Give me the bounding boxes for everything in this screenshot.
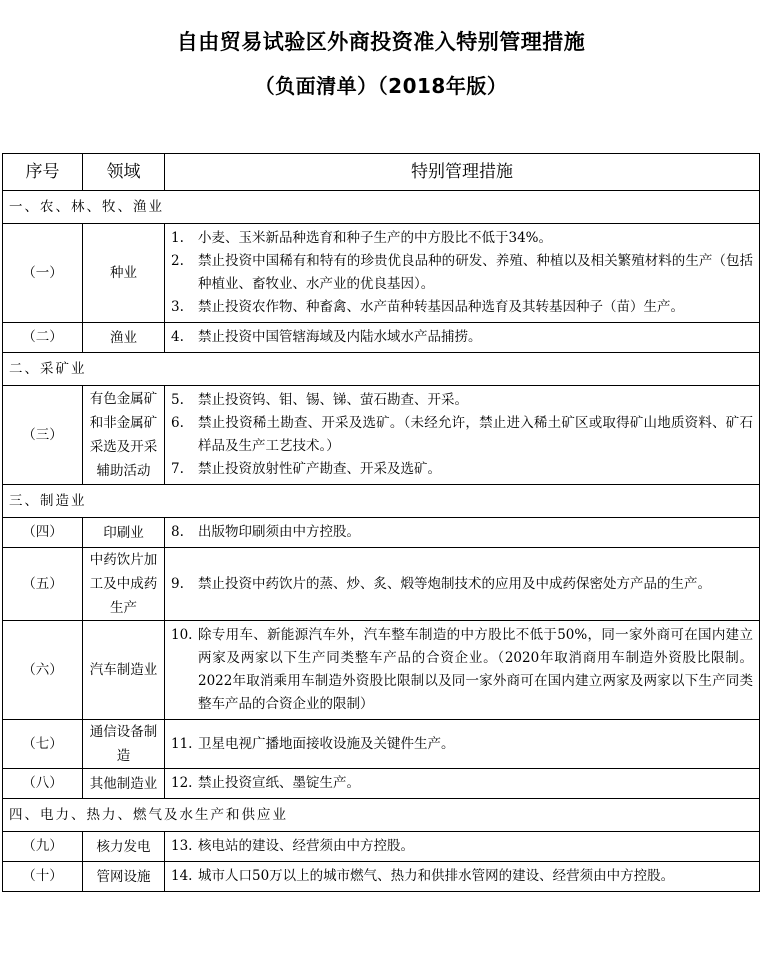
measure-number: 2.: [171, 253, 184, 269]
section-row: [3, 191, 760, 224]
measure-number: 1.: [171, 230, 184, 246]
row-number: （十）: [3, 862, 83, 892]
row-domain: 其他制造业: [83, 769, 165, 799]
row-measures: [165, 386, 760, 485]
measures-table: [2, 153, 760, 892]
table-row: [3, 832, 760, 862]
measure-item: [171, 624, 753, 716]
measure-text: 禁止投资放射性矿产勘查、开采及选矿。: [198, 461, 441, 477]
measure-text: 禁止投资稀土勘查、开采及选矿。（未经允许，禁止进入稀土矿区或取得矿山地质资料、矿石样品及生产工艺技术。）: [198, 415, 753, 454]
row-measures: [165, 862, 760, 892]
table-row: [3, 518, 760, 548]
measure-item: [171, 326, 753, 349]
section-heading: 一、农、林、牧、渔业: [3, 191, 760, 224]
measure-text: 核电站的建设、经营须由中方控股。: [198, 838, 414, 854]
section-heading: 四、电力、热力、燃气及水生产和供应业: [3, 799, 760, 832]
measure-number: 7.: [171, 461, 184, 477]
row-measures: [165, 224, 760, 323]
measure-text: 出版物印刷须由中方控股。: [198, 524, 360, 540]
table-row: [3, 323, 760, 353]
measure-item: [171, 412, 753, 458]
table-row: [3, 548, 760, 621]
header-no: 序号: [3, 154, 83, 191]
row-measures: [165, 621, 760, 720]
measure-text: 除专用车、新能源汽车外，汽车整车制造的中方股比不低于50%，同一家外商可在国内建立两家及两家以下生产同类整车产品的合资企业。（2020年取消商用车制造外资股比限制。2022年取消乘用车制造外资股比限制以及同一家外商可在国内建立两家及两家以下生产同类整车产品的合资企业的限制）: [198, 627, 753, 712]
section-row: [3, 485, 760, 518]
section-row: [3, 353, 760, 386]
measure-text: 禁止投资钨、钼、锡、锑、萤石勘查、开采。: [198, 392, 468, 408]
measure-item: [171, 296, 753, 319]
row-number: （四）: [3, 518, 83, 548]
row-domain: 通信设备制造: [83, 720, 165, 769]
row-number: （三）: [3, 386, 83, 485]
document-subtitle: （负面清单）（2018年版）: [254, 74, 508, 98]
measure-text: 禁止投资中国管辖海域及内陆水域水产品捕捞。: [198, 329, 482, 345]
measure-item: [171, 458, 753, 481]
table-row: [3, 720, 760, 769]
measure-text: 城市人口50万以上的城市燃气、热力和供排水管网的建设、经营须由中方控股。: [198, 868, 675, 884]
measure-number: 4.: [171, 329, 184, 345]
measure-text: 禁止投资宣纸、墨锭生产。: [198, 775, 360, 791]
row-measures: [165, 548, 760, 621]
table-row: [3, 224, 760, 323]
row-measures: [165, 518, 760, 548]
row-domain: 种业: [83, 224, 165, 323]
measure-number: 8.: [171, 524, 184, 540]
measure-item: [171, 573, 753, 596]
measure-item: [171, 865, 753, 888]
row-domain: 中药饮片加工及中成药生产: [83, 548, 165, 621]
measure-text: 禁止投资农作物、种畜禽、水产苗种转基因品种选育及其转基因种子（苗）生产。: [198, 299, 684, 315]
measure-item: [171, 250, 753, 296]
measure-number: 3.: [171, 299, 184, 315]
measure-item: [171, 389, 753, 412]
measure-item: [171, 521, 753, 544]
measure-text: 禁止投资中国稀有和特有的珍贵优良品种的研发、养殖、种植以及相关繁殖材料的生产（包括种植业、畜牧业、水产业的优良基因）。: [198, 253, 753, 292]
row-measures: [165, 720, 760, 769]
row-domain: 渔业: [83, 323, 165, 353]
table-body: [3, 191, 760, 892]
measure-number: 10.: [171, 627, 193, 643]
measure-number: 9.: [171, 575, 184, 592]
table-row: [3, 769, 760, 799]
measure-item: [171, 227, 753, 250]
measure-number: 14.: [171, 868, 193, 884]
row-number: （九）: [3, 832, 83, 862]
measure-text: 卫星电视广播地面接收设施及关键件生产。: [198, 735, 455, 752]
row-measures: [165, 832, 760, 862]
row-number: （八）: [3, 769, 83, 799]
measure-text: 禁止投资中药饮片的蒸、炒、炙、煅等炮制技术的应用及中成药保密处方产品的生产。: [198, 575, 711, 592]
section-row: [3, 799, 760, 832]
measure-item: [171, 835, 753, 858]
row-number: （一）: [3, 224, 83, 323]
measure-number: 5.: [171, 392, 184, 408]
measure-number: 11.: [171, 735, 193, 752]
measure-item: [171, 772, 753, 795]
row-domain: 印刷业: [83, 518, 165, 548]
table-header-row: [3, 154, 760, 191]
row-number: （六）: [3, 621, 83, 720]
row-number: （二）: [3, 323, 83, 353]
measure-number: 13.: [171, 838, 193, 854]
row-domain: 核力发电: [83, 832, 165, 862]
row-number: （五）: [3, 548, 83, 621]
header-domain: 领域: [83, 154, 165, 191]
section-heading: 三、制造业: [3, 485, 760, 518]
row-measures: [165, 323, 760, 353]
table-row: [3, 862, 760, 892]
measure-item: [171, 733, 753, 756]
row-measures: [165, 769, 760, 799]
document-title: 自由贸易试验区外商投资准入特别管理措施: [176, 30, 586, 54]
measure-number: 6.: [171, 415, 184, 431]
row-domain: 有色金属矿和非金属矿采选及开采辅助活动: [83, 386, 165, 485]
row-domain: 管网设施: [83, 862, 165, 892]
measure-number: 12.: [171, 775, 193, 791]
row-number: （七）: [3, 720, 83, 769]
header-measures: 特别管理措施: [165, 154, 760, 191]
row-domain: 汽车制造业: [83, 621, 165, 720]
table-row: [3, 621, 760, 720]
table-row: [3, 386, 760, 485]
section-heading: 二、采矿业: [3, 353, 760, 386]
measure-text: 小麦、玉米新品种选育和种子生产的中方股比不低于34%。: [198, 230, 553, 246]
